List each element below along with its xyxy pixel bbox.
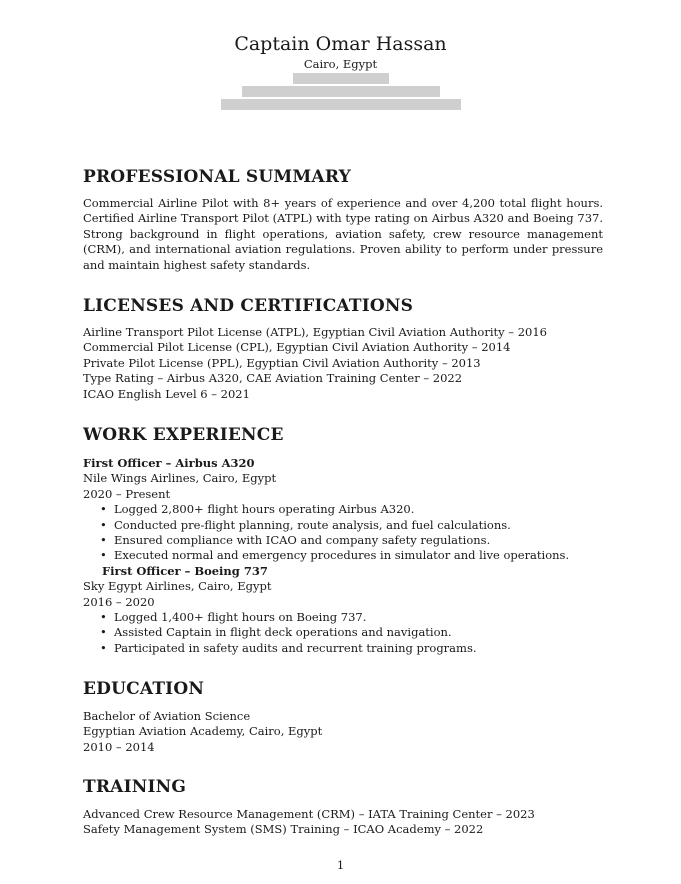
job-title: First Officer – Boeing 737 (102, 563, 268, 578)
education-dates: 2010 – 2014 (83, 739, 155, 754)
licenses-section (83, 295, 603, 402)
job-company: Sky Egypt Airlines, Cairo, Egypt (83, 579, 272, 594)
license-item: Type Rating – Airbus A320, CAE Aviation Training Center – 2022 (83, 371, 463, 386)
redacted-email (242, 86, 440, 97)
experience-section (83, 424, 603, 656)
job-entry (83, 456, 603, 564)
section-heading: PROFESSIONAL SUMMARY (83, 167, 351, 187)
page-number: 1 (336, 858, 345, 872)
candidate-location: Cairo, Egypt (303, 57, 378, 71)
resume-header (0, 32, 681, 110)
education-school: Egyptian Aviation Academy, Cairo, Egypt (83, 724, 323, 739)
list-item: • Executed normal and emergency procedures in simulator and live operations. (83, 548, 603, 563)
summary-section (83, 166, 603, 273)
list-item: • Ensured compliance with ICAO and company safety regulations. (83, 533, 603, 548)
section-heading: TRAINING (83, 777, 187, 797)
redacted-phone (293, 73, 389, 84)
redacted-linkedin (221, 99, 461, 110)
section-heading: WORK EXPERIENCE (83, 425, 284, 445)
job-dates: 2016 – 2020 (83, 594, 155, 609)
license-item: Private Pilot License (PPL), Egyptian Civil Aviation Authority – 2013 (83, 355, 481, 370)
list-item: • Conducted pre-flight planning, route analysis, and fuel calculations. (83, 518, 603, 533)
education-section (83, 678, 603, 755)
training-item: Safety Management System (SMS) Training – ICAO Academy – 2022 (83, 822, 484, 837)
job-company: Nile Wings Airlines, Cairo, Egypt (83, 471, 277, 486)
education-degree: Bachelor of Aviation Science (83, 709, 251, 723)
job-dates: 2020 – Present (83, 486, 171, 501)
license-item: Airline Transport Pilot License (ATPL), Egyptian Civil Aviation Authority – 2016 (83, 325, 547, 339)
license-item: Commercial Pilot License (CPL), Egyptian Civil Aviation Authority – 2014 (83, 340, 511, 355)
license-item: ICAO English Level 6 – 2021 (83, 386, 250, 401)
candidate-name: Captain Omar Hassan (234, 33, 447, 55)
list-item: • Logged 2,800+ flight hours operating Airbus A320. (83, 502, 603, 517)
list-item: • Assisted Captain in flight deck operations and navigation. (83, 625, 603, 640)
section-heading: LICENSES AND CERTIFICATIONS (83, 296, 414, 316)
training-section (83, 776, 603, 838)
summary-text: Commercial Airline Pilot with 8+ years of experience and over 4,200 total flight hours. Certified Airline Transport Pilot (ATPL) with type rating on Airbus A320 and Boeing 737. Strong background in flight operations, aviation safety, crew resource management (CRM), and international aviation regulations. Proven ability to perform under pressure and maintain highest safety standards. (83, 196, 603, 272)
job-title: First Officer – Airbus A320 (83, 456, 255, 470)
job-entry (83, 564, 603, 656)
job-bullets (83, 610, 603, 656)
training-item: Advanced Crew Resource Management (CRM) – IATA Training Center – 2023 (83, 807, 535, 821)
list-item: • Logged 1,400+ flight hours on Boeing 737. (83, 610, 603, 625)
section-heading: EDUCATION (83, 679, 205, 699)
job-bullets (83, 502, 603, 564)
list-item: • Participated in safety audits and recurrent training programs. (83, 641, 603, 656)
